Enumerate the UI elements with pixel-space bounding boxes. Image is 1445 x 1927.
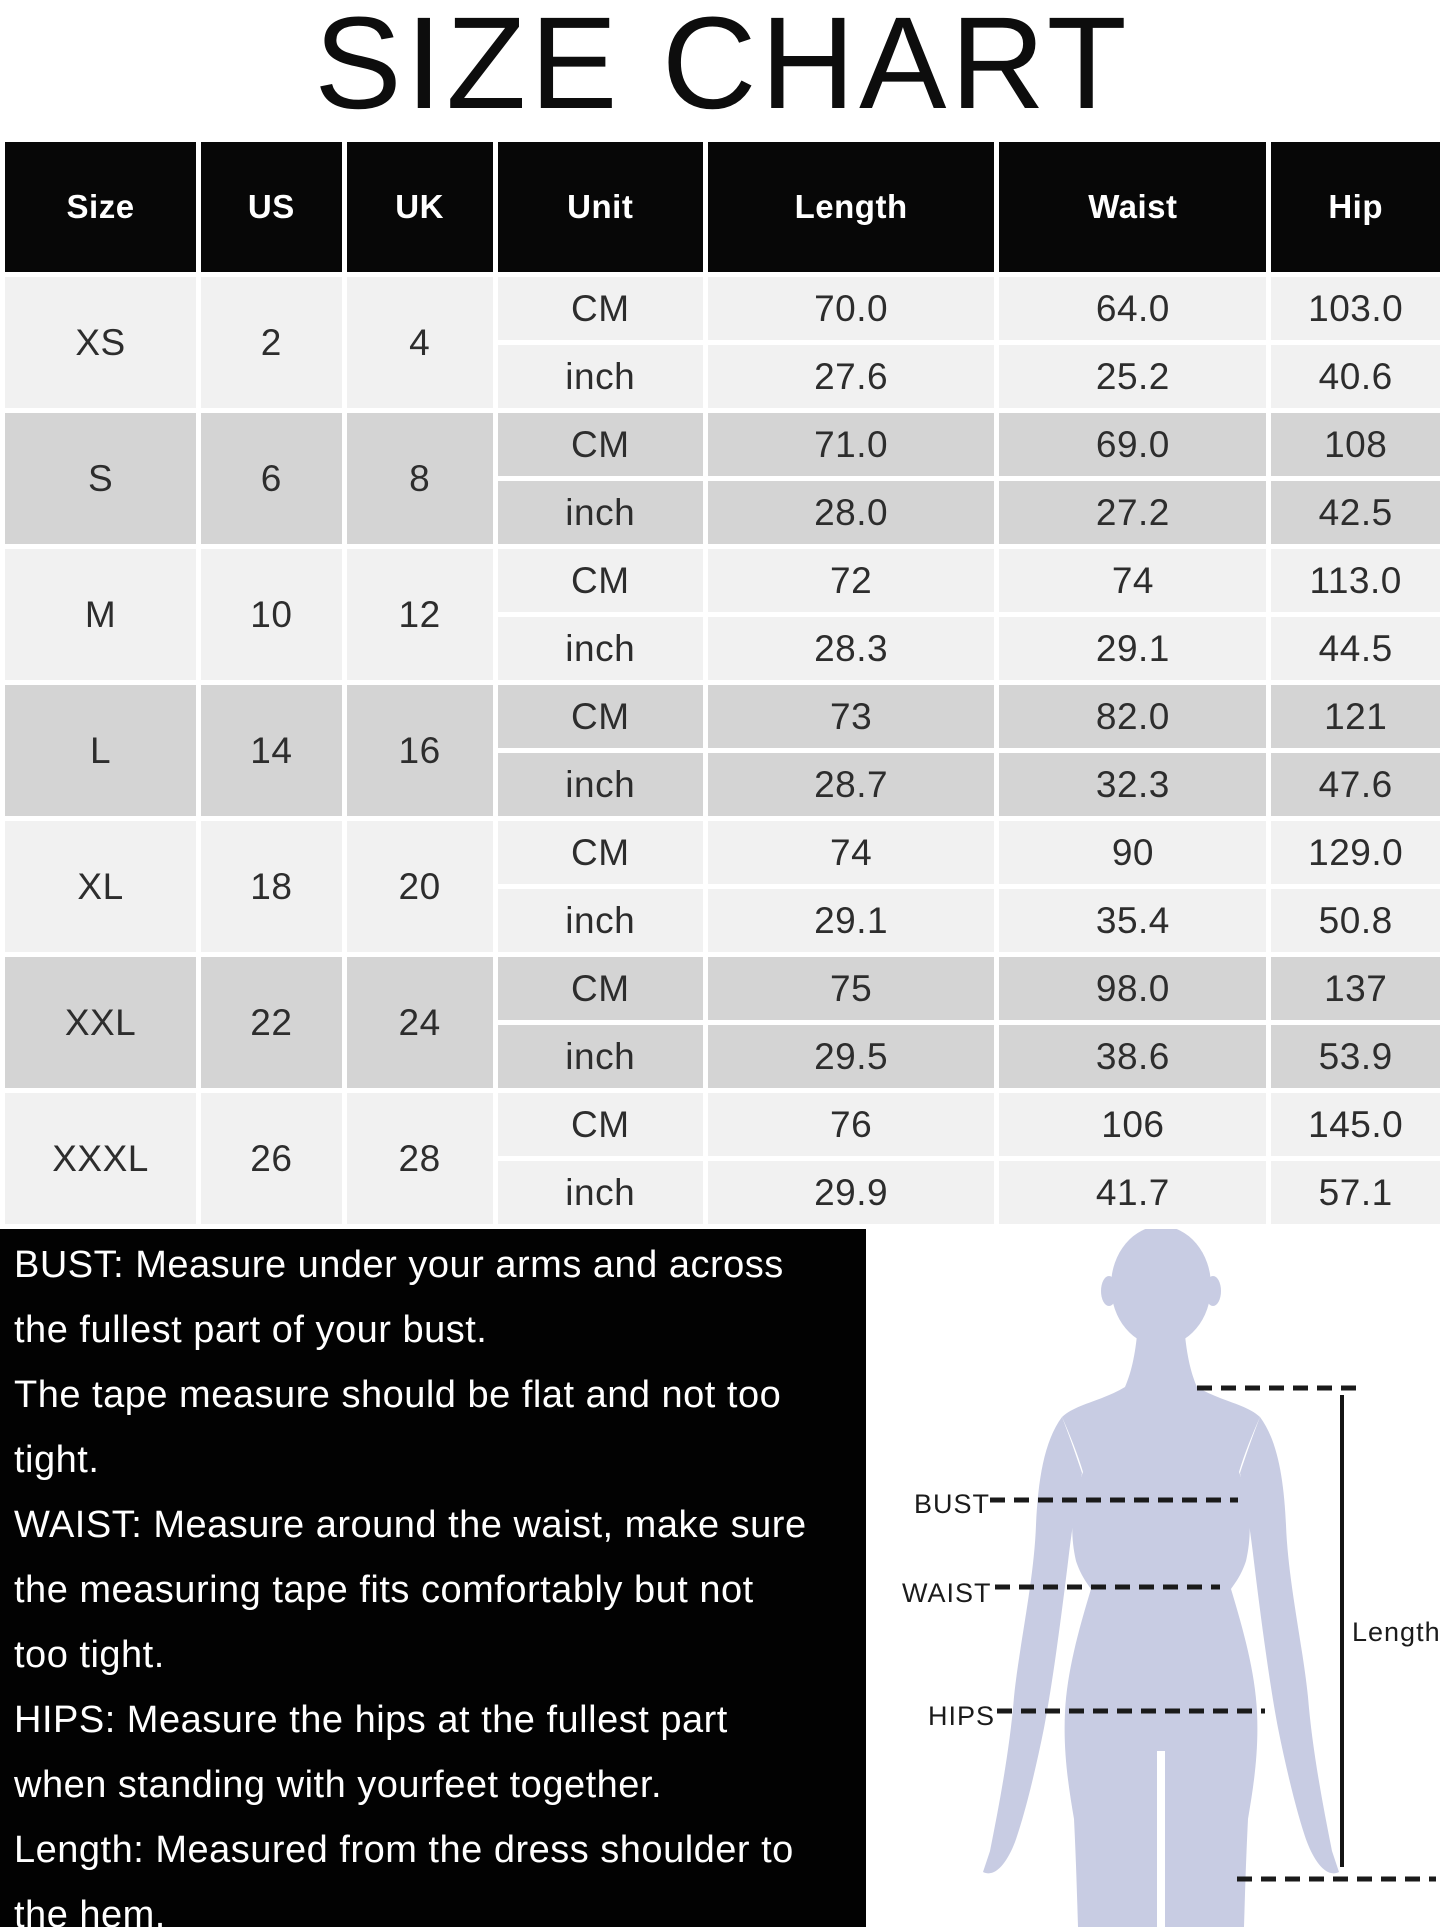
size-cell: XL [5,821,196,952]
value-cell: 75 [708,957,995,1020]
size-row-xxxl-cm [5,1093,1440,1156]
value-cell: 74 [708,821,995,884]
us-cell: 22 [201,957,342,1088]
instruction-line: Length: Measured from the dress shoulder to [14,1829,794,1871]
value-cell: 72 [708,549,995,612]
value-cell: 27.6 [708,345,995,408]
us-cell: 14 [201,685,342,816]
uk-cell: 8 [347,413,493,544]
col-header-hip: Hip [1271,142,1440,272]
unit-cell-cm: CM [498,549,703,612]
size-row-xxl-cm [5,957,1440,1020]
unit-cell-inch: inch [498,1025,703,1088]
value-cell: 137 [1271,957,1440,1020]
instruction-line: HIPS: Measure the hips at the fullest part [14,1699,728,1741]
value-cell: 70.0 [708,277,995,340]
value-cell: 28.0 [708,481,995,544]
value-cell: 129.0 [1271,821,1440,884]
measurement-figure [866,1229,1445,1927]
value-cell: 73 [708,685,995,748]
length-label: Length [1352,1617,1441,1647]
us-cell: 26 [201,1093,342,1224]
value-cell: 40.6 [1271,345,1440,408]
value-cell: 29.9 [708,1161,995,1224]
ear-right [1205,1276,1221,1306]
value-cell: 44.5 [1271,617,1440,680]
value-cell: 38.6 [999,1025,1266,1088]
size-cell: XXL [5,957,196,1088]
col-header-length: Length [708,142,995,272]
value-cell: 27.2 [999,481,1266,544]
size-row-xl-cm [5,821,1440,884]
arm-left [983,1417,1082,1873]
instruction-line: BUST: Measure under your arms and across [14,1244,784,1286]
size-chart-table [0,137,1445,1229]
size-row-s-cm [5,413,1440,476]
unit-cell-cm: CM [498,1093,703,1156]
uk-cell: 16 [347,685,493,816]
value-cell: 25.2 [999,345,1266,408]
table-header-row [5,142,1440,272]
unit-cell-inch: inch [498,1161,703,1224]
uk-cell: 4 [347,277,493,408]
col-header-uk: UK [347,142,493,272]
instruction-line: the fullest part of your bust. [14,1309,488,1351]
value-cell: 32.3 [999,753,1266,816]
value-cell: 74 [999,549,1266,612]
page-title: SIZE CHART [314,0,1131,136]
value-cell: 71.0 [708,413,995,476]
instruction-line: WAIST: Measure around the waist, make sure [14,1504,807,1546]
instruction-line: when standing with yourfeet together. [14,1764,663,1806]
unit-cell-inch: inch [498,753,703,816]
col-header-us: US [201,142,342,272]
value-cell: 98.0 [999,957,1266,1020]
value-cell: 76 [708,1093,995,1156]
value-cell: 121 [1271,685,1440,748]
unit-cell-inch: inch [498,617,703,680]
value-cell: 29.1 [999,617,1266,680]
hips-label: HIPS [928,1701,996,1731]
value-cell: 28.3 [708,617,995,680]
size-cell: M [5,549,196,680]
value-cell: 69.0 [999,413,1266,476]
instruction-line: the measuring tape fits comfortably but not [14,1569,754,1611]
us-cell: 2 [201,277,342,408]
instruction-line: the hem. [14,1894,166,1927]
body-silhouette-diagram [866,1229,1445,1927]
unit-cell-cm: CM [498,277,703,340]
waist-label: WAIST [902,1578,992,1608]
arm-right [1240,1417,1339,1873]
instruction-line: too tight. [14,1634,165,1676]
value-cell: 29.5 [708,1025,995,1088]
value-cell: 108 [1271,413,1440,476]
unit-cell-cm: CM [498,413,703,476]
size-row-m-cm [5,549,1440,612]
value-cell: 113.0 [1271,549,1440,612]
unit-cell-inch: inch [498,889,703,952]
size-row-l-cm [5,685,1440,748]
unit-cell-cm: CM [498,685,703,748]
instruction-line: The tape measure should be flat and not too [14,1374,782,1416]
value-cell: 50.8 [1271,889,1440,952]
us-cell: 10 [201,549,342,680]
value-cell: 42.5 [1271,481,1440,544]
size-cell: XXXL [5,1093,196,1224]
uk-cell: 12 [347,549,493,680]
uk-cell: 20 [347,821,493,952]
value-cell: 103.0 [1271,277,1440,340]
value-cell: 90 [999,821,1266,884]
value-cell: 145.0 [1271,1093,1440,1156]
value-cell: 57.1 [1271,1161,1440,1224]
value-cell: 82.0 [999,685,1266,748]
value-cell: 41.7 [999,1161,1266,1224]
col-header-waist: Waist [999,142,1266,272]
bottom-section [0,1229,1445,1927]
us-cell: 18 [201,821,342,952]
measuring-instructions-panel [0,1229,866,1927]
value-cell: 35.4 [999,889,1266,952]
value-cell: 29.1 [708,889,995,952]
value-cell: 28.7 [708,753,995,816]
us-cell: 6 [201,413,342,544]
unit-cell-inch: inch [498,481,703,544]
value-cell: 106 [999,1093,1266,1156]
uk-cell: 24 [347,957,493,1088]
value-cell: 64.0 [999,277,1266,340]
instruction-line: tight. [14,1439,100,1481]
unit-cell-cm: CM [498,821,703,884]
unit-cell-cm: CM [498,957,703,1020]
col-header-unit: Unit [498,142,703,272]
value-cell: 53.9 [1271,1025,1440,1088]
size-cell: S [5,413,196,544]
value-cell: 47.6 [1271,753,1440,816]
col-header-size: Size [5,142,196,272]
ear-left [1101,1276,1117,1306]
uk-cell: 28 [347,1093,493,1224]
unit-cell-inch: inch [498,345,703,408]
size-cell: XS [5,277,196,408]
bust-label: BUST [914,1489,991,1519]
size-row-xs-cm [5,277,1440,340]
size-cell: L [5,685,196,816]
